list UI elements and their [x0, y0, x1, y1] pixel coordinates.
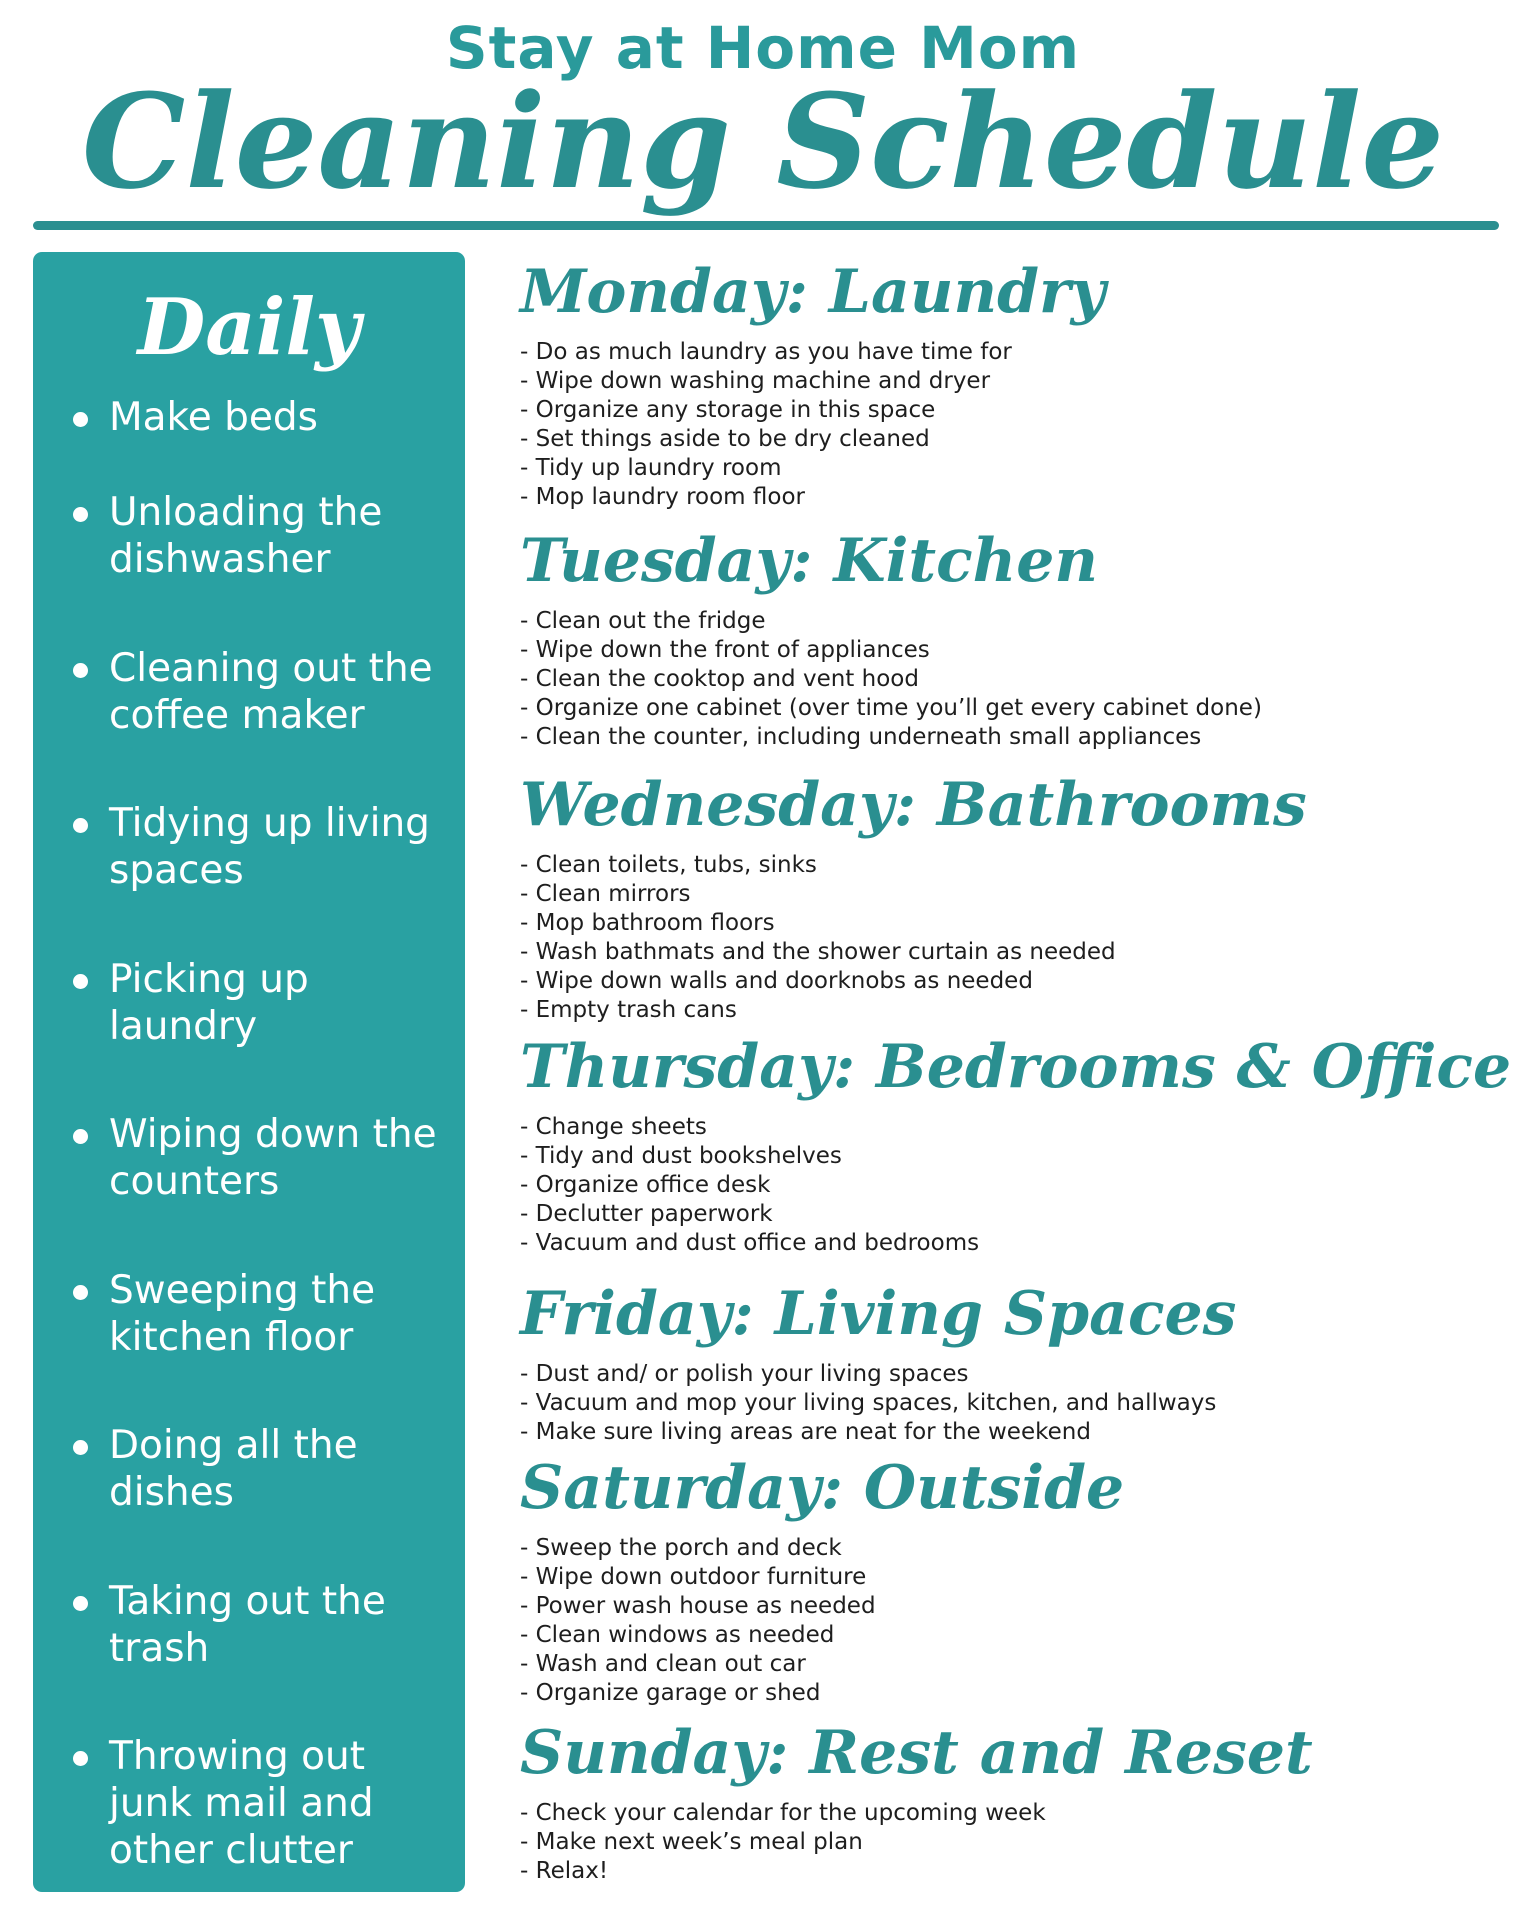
- daily-item-label: Unloading the dishwasher: [109, 490, 383, 582]
- task-item: - Clean toilets, tubs, sinks: [520, 851, 1510, 880]
- daily-item: [73, 956, 453, 1050]
- daily-item: [73, 394, 453, 441]
- task-item: - Organize any storage in this space: [520, 396, 1510, 425]
- task-item: - Tidy up laundry room: [520, 454, 1510, 483]
- daily-item-label: Tidying up living spaces: [109, 801, 430, 893]
- daily-item-label: Throwing out junk mail and other clutter: [109, 1734, 374, 1873]
- task-list: [520, 1799, 1510, 1886]
- task-item: - Wipe down walls and doorknobs as needed: [520, 967, 1510, 996]
- task-item: - Wipe down outdoor furniture: [520, 1563, 1510, 1592]
- task-item: - Dust and/ or polish your living spaces: [520, 1360, 1510, 1389]
- bullet-icon: [73, 974, 88, 989]
- daily-item: [73, 1267, 453, 1361]
- daily-item: [73, 1422, 453, 1516]
- bullet-icon: [73, 507, 88, 522]
- task-list: [520, 607, 1510, 752]
- task-item: - Empty trash cans: [520, 996, 1510, 1025]
- task-item: - Declutter paperwork: [520, 1200, 1510, 1229]
- daily-item-label: Wiping down the counters: [109, 1112, 437, 1204]
- bullet-icon: [73, 1751, 88, 1766]
- header: [0, 0, 1526, 240]
- daily-item-label: Sweeping the kitchen floor: [109, 1268, 376, 1360]
- task-item: - Check your calendar for the upcoming week: [520, 1799, 1510, 1828]
- daily-item-label: Taking out the trash: [109, 1579, 386, 1671]
- task-item: - Make sure living areas are neat for the weekend: [520, 1418, 1510, 1447]
- daily-item: [73, 1578, 453, 1672]
- daily-item-label: Picking up laundry: [109, 957, 309, 1049]
- task-list: [520, 1534, 1510, 1708]
- day-heading: Saturday: Outside: [520, 1453, 1125, 1523]
- daily-item-label: Cleaning out the coffee maker: [109, 646, 433, 738]
- task-item: - Set things aside to be dry cleaned: [520, 425, 1510, 454]
- task-item: - Organize office desk: [520, 1171, 1510, 1200]
- day-heading: Thursday: Bedrooms & Office: [520, 1032, 1512, 1102]
- task-item: - Change sheets: [520, 1113, 1510, 1142]
- task-item: - Wipe down washing machine and dryer: [520, 367, 1510, 396]
- task-item: - Clean windows as needed: [520, 1621, 1510, 1650]
- daily-item-label: Make beds: [109, 395, 318, 440]
- task-item: - Mop laundry room floor: [520, 483, 1510, 512]
- task-list: [520, 1113, 1510, 1258]
- day-heading: Friday: Living Spaces: [520, 1279, 1237, 1349]
- task-item: - Power wash house as needed: [520, 1592, 1510, 1621]
- day-heading: Wednesday: Bathrooms: [520, 770, 1307, 840]
- bullet-icon: [73, 412, 88, 427]
- task-item: - Vacuum and mop your living spaces, kitchen, and hallways: [520, 1389, 1510, 1418]
- day-heading: Sunday: Rest and Reset: [520, 1718, 1313, 1788]
- task-item: - Make next week’s meal plan: [520, 1828, 1510, 1857]
- bullet-icon: [73, 1129, 88, 1144]
- page-title: Cleaning Schedule: [81, 65, 1445, 218]
- task-item: - Do as much laundry as you have time for: [520, 338, 1510, 367]
- day-section-tuesday: [520, 525, 1510, 752]
- daily-item: [73, 1111, 453, 1205]
- day-section-monday: [520, 256, 1510, 512]
- task-list: [520, 851, 1510, 1025]
- task-item: - Sweep the porch and deck: [520, 1534, 1510, 1563]
- task-item: - Mop bathroom floors: [520, 909, 1510, 938]
- task-item: - Tidy and dust bookshelves: [520, 1142, 1510, 1171]
- daily-item: [73, 645, 453, 739]
- day-heading: Tuesday: Kitchen: [520, 526, 1099, 596]
- bullet-icon: [73, 1596, 88, 1611]
- task-list: [520, 1360, 1510, 1447]
- day-heading: Monday: Laundry: [520, 257, 1106, 327]
- day-section-thursday: [520, 1031, 1510, 1258]
- task-item: - Clean out the fridge: [520, 607, 1510, 636]
- task-item: - Organize one cabinet (over time you’ll get every cabinet done): [520, 694, 1510, 723]
- daily-item: [73, 489, 453, 583]
- bullet-icon: [73, 1440, 88, 1455]
- bullet-icon: [73, 818, 88, 833]
- task-item: - Wipe down the front of appliances: [520, 636, 1510, 665]
- task-list: [520, 338, 1510, 512]
- day-section-sunday: [520, 1717, 1510, 1886]
- header-divider: [33, 221, 1499, 230]
- daily-panel: [33, 252, 465, 1892]
- task-item: - Wash bathmats and the shower curtain as needed: [520, 938, 1510, 967]
- task-item: - Clean mirrors: [520, 880, 1510, 909]
- task-item: - Vacuum and dust office and bedrooms: [520, 1229, 1510, 1258]
- task-item: - Clean the counter, including underneath small appliances: [520, 723, 1510, 752]
- daily-title: Daily: [137, 282, 361, 373]
- day-section-friday: [520, 1278, 1510, 1447]
- task-item: - Wash and clean out car: [520, 1650, 1510, 1679]
- bullet-icon: [73, 663, 88, 678]
- task-item: - Clean the cooktop and vent hood: [520, 665, 1510, 694]
- daily-item-label: Doing all the dishes: [109, 1423, 358, 1515]
- day-section-wednesday: [520, 769, 1510, 1025]
- task-item: - Organize garage or shed: [520, 1679, 1510, 1708]
- day-section-saturday: [520, 1452, 1510, 1708]
- bullet-icon: [73, 1285, 88, 1300]
- page-subtitle: Stay at Home Mom: [445, 14, 1081, 82]
- task-item: - Relax!: [520, 1857, 1510, 1886]
- daily-item: [73, 800, 453, 894]
- daily-item: [73, 1733, 453, 1874]
